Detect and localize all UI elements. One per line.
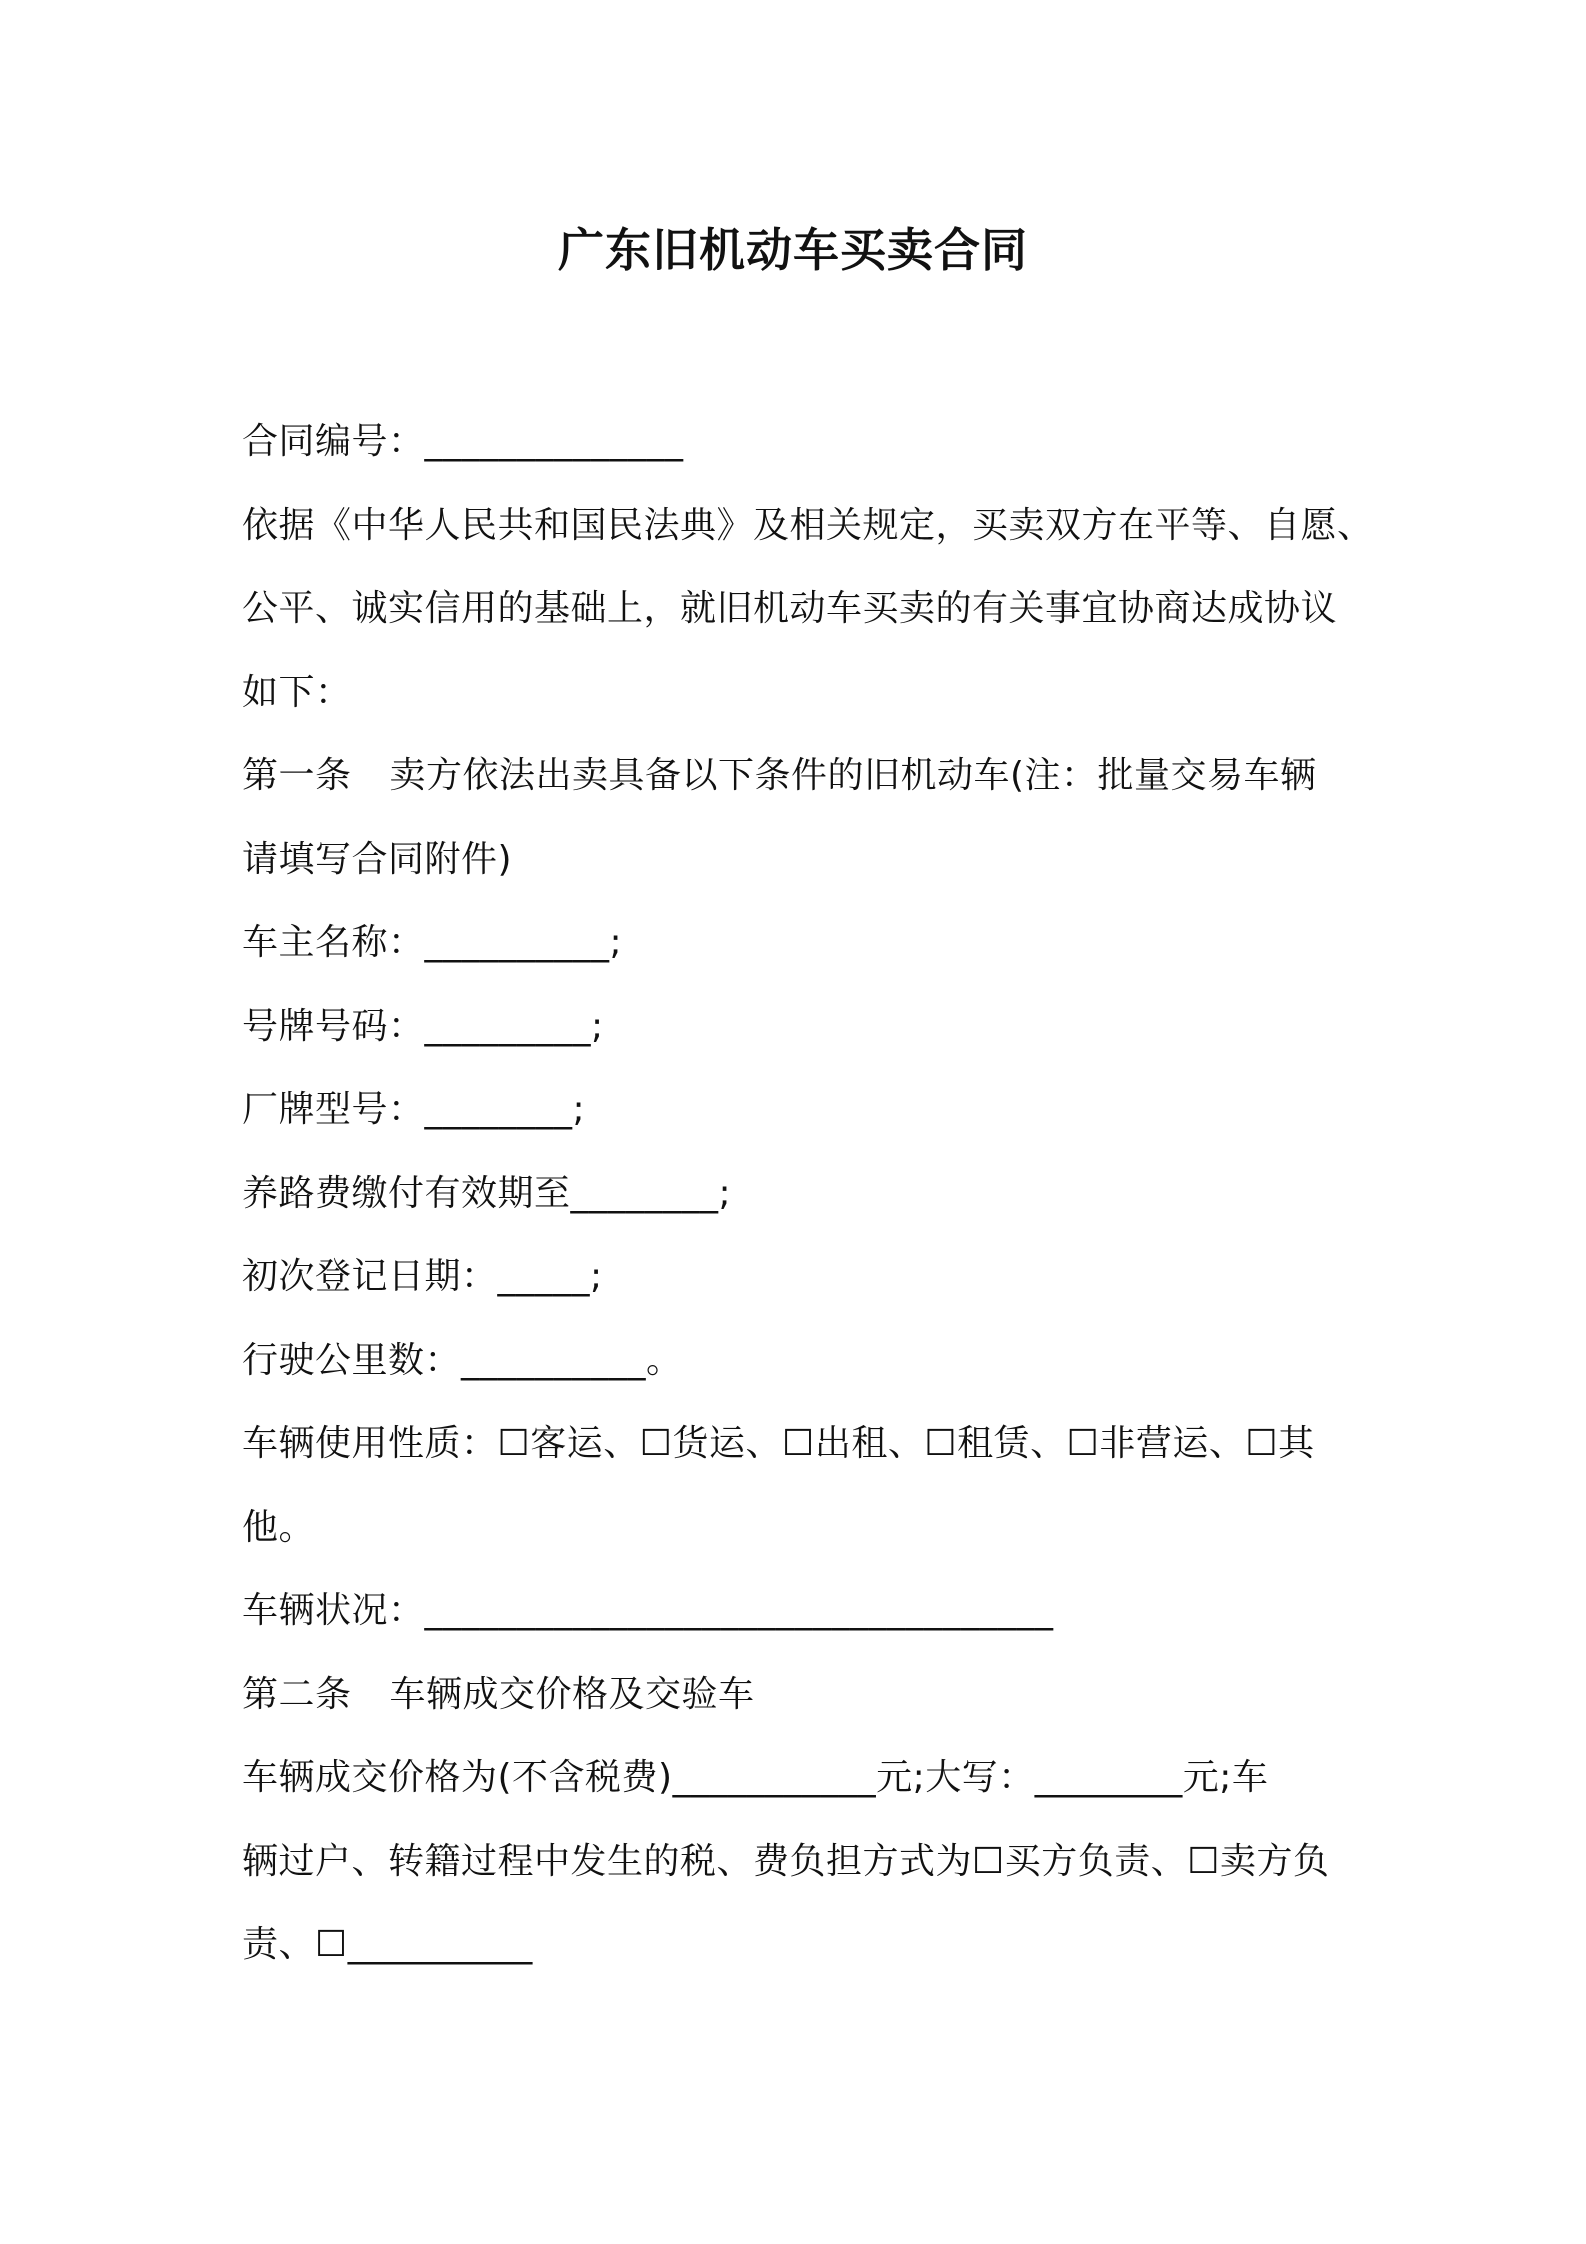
brand-model-line: 厂牌型号：________; [242, 1089, 586, 1130]
owner-name-line: 车主名称：__________; [242, 922, 623, 963]
article-1-heading [242, 734, 1352, 818]
price-line-2: 辆过户、转籍过程中发生的税、费负担方式为☐买方负责、☐卖方负 [242, 1840, 1330, 1882]
plate-number-line: 号牌号码：_________; [242, 1005, 604, 1047]
preamble-line-1: 依据《中华人民共和国民法典》及相关规定，买卖双方在平等、自愿、 [242, 504, 1374, 546]
article-2-text: 车辆成交价格及交验车 [389, 1673, 755, 1715]
first-registration-line: 初次登记日期：_____; [242, 1256, 603, 1297]
article-1-continuation: 请填写合同附件) [242, 838, 513, 880]
article-2-heading [242, 1653, 1352, 1737]
usage-nature-line: 车辆使用性质：☐客运、☐货运、☐出租、☐租赁、☐非营运、☐其 [242, 1423, 1315, 1464]
article-1-text: 卖方依法出卖具备以下条件的旧机动车(注：批量交易车辆 [389, 755, 1317, 796]
preamble-line-3: 如下： [242, 671, 352, 713]
road-fee-line: 养路费缴付有效期至________; [242, 1172, 732, 1214]
document-body [242, 400, 1374, 1987]
mileage-line: 行驶公里数：__________。 [242, 1339, 683, 1381]
vehicle-condition-line: 车辆状况：__________________________________ [242, 1590, 1054, 1631]
price-line-3: 责、☐__________ [242, 1924, 533, 1965]
contract-number-line: 合同编号：______________ [242, 421, 684, 462]
article-2-label: 第二条 [242, 1673, 352, 1715]
document-title: 广东旧机动车买卖合同 [558, 223, 1028, 277]
preamble-line-2: 公平、诚实信用的基础上，就旧机动车买卖的有关事宜协商达成协议 [242, 588, 1338, 629]
price-line-1: 车辆成交价格为(不含税费)___________元;大写：________元;车 [242, 1757, 1269, 1798]
article-1-label: 第一条 [242, 755, 352, 796]
usage-nature-continuation: 他。 [242, 1506, 316, 1548]
